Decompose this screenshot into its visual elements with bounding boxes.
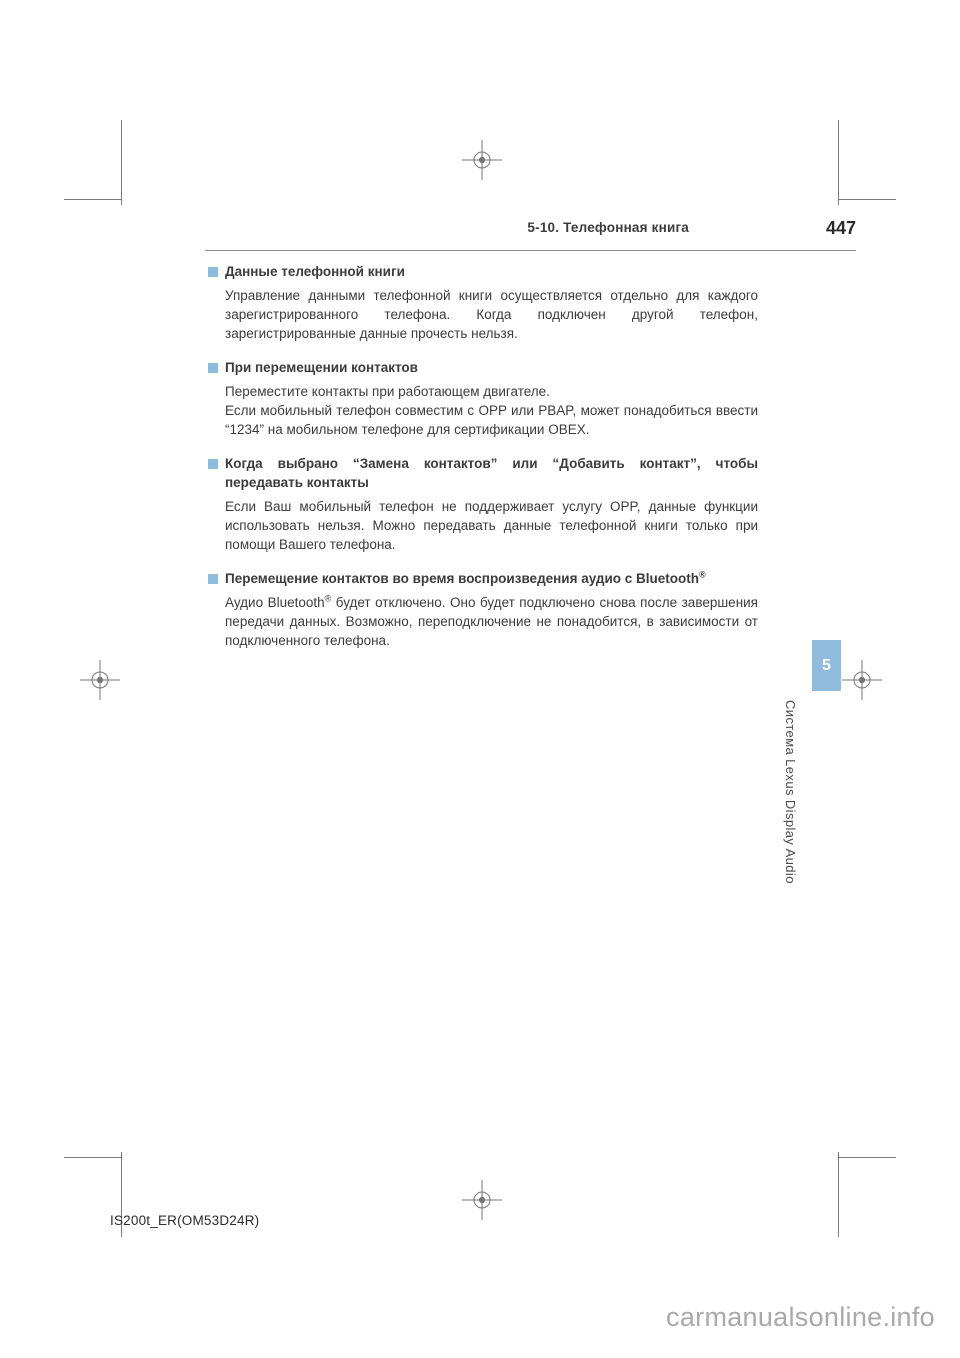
heading-row [208,569,758,588]
section-body [225,382,758,439]
page-number: 447 [825,218,856,238]
section-heading [225,569,758,588]
section-heading: При перемещении контактов [225,360,418,375]
section-heading: Когда выбрано “Замена контактов” или “Добавить контакт”, чтобы передавать контакты [225,456,758,490]
paragraph: Если мобильный телефон совместим с OPP или PBAP, может понадобиться ввести “1234” на мобильном телефоне для сертификации OBEX. [225,403,758,437]
heading-row [208,454,758,492]
crop-mark-top-right-horizontal [838,199,896,200]
registered-trademark-symbol: ® [699,569,706,580]
paragraph: Управление данными телефонной книги осуществляется отдельно для каждого зарегистрированного телефона. Когда подключен другой телефон, зарегистрированные данные прочесть нельзя. [225,288,758,341]
crop-mark-bottom-left-horizontal [64,1157,122,1158]
paragraph [225,593,758,650]
watermark: carmanualsonline.info [666,1302,935,1332]
document-code: IS200t_ER(OM53D24R) [110,1213,260,1228]
paragraph: Переместите контакты при работающем двигателе. [225,384,550,399]
registration-mark-right-icon [842,660,882,700]
registration-mark-left-icon [80,660,120,700]
heading-text: Перемещение контактов во время воспроизведения аудио с Bluetooth [225,571,700,586]
registered-trademark-symbol: ® [324,593,332,604]
section-phonebook-data [208,262,758,343]
paragraph-text: Аудио Bluetooth [225,595,325,610]
crop-mark-bottom-right-vertical [838,1152,839,1237]
section-replace-add-contact [208,454,758,554]
heading-row [208,358,758,377]
crop-mark-top-right-vertical [838,120,839,205]
section-heading: Данные телефонной книги [225,264,405,279]
bullet-square-icon [208,459,218,469]
page-header [205,212,856,239]
registration-mark-top-icon [462,140,502,180]
heading-row [208,262,758,281]
crop-mark-top-left-vertical [121,120,122,205]
content-area [208,262,758,650]
section-body [225,593,758,650]
bullet-square-icon [208,267,218,277]
paragraph-text: будет отключено. Оно будет подключено снова после завершения передачи данных. Возможно, переподключение не понадобится, в зависимости от подключенного телефона. [225,595,758,648]
bullet-square-icon [208,574,218,584]
crop-mark-bottom-right-horizontal [838,1157,896,1158]
section-body [225,286,758,343]
header-rule [205,250,856,251]
crop-mark-top-left-horizontal [64,199,122,200]
section-moving-contacts [208,358,758,439]
registration-mark-bottom-icon [462,1180,502,1220]
section-title: 5-10. Телефонная книга [527,220,689,235]
bullet-square-icon [208,363,218,373]
section-bluetooth-audio [208,569,758,650]
chapter-tab: 5 [812,640,841,691]
chapter-vertical-label: Система Lexus Display Audio [783,700,798,884]
paragraph: Если Ваш мобильный телефон не поддерживает услугу OPP, данные функции использовать нельзя. Можно передавать данные телефонной книги только при помощи Вашего телефона. [225,499,758,552]
section-body [225,497,758,554]
